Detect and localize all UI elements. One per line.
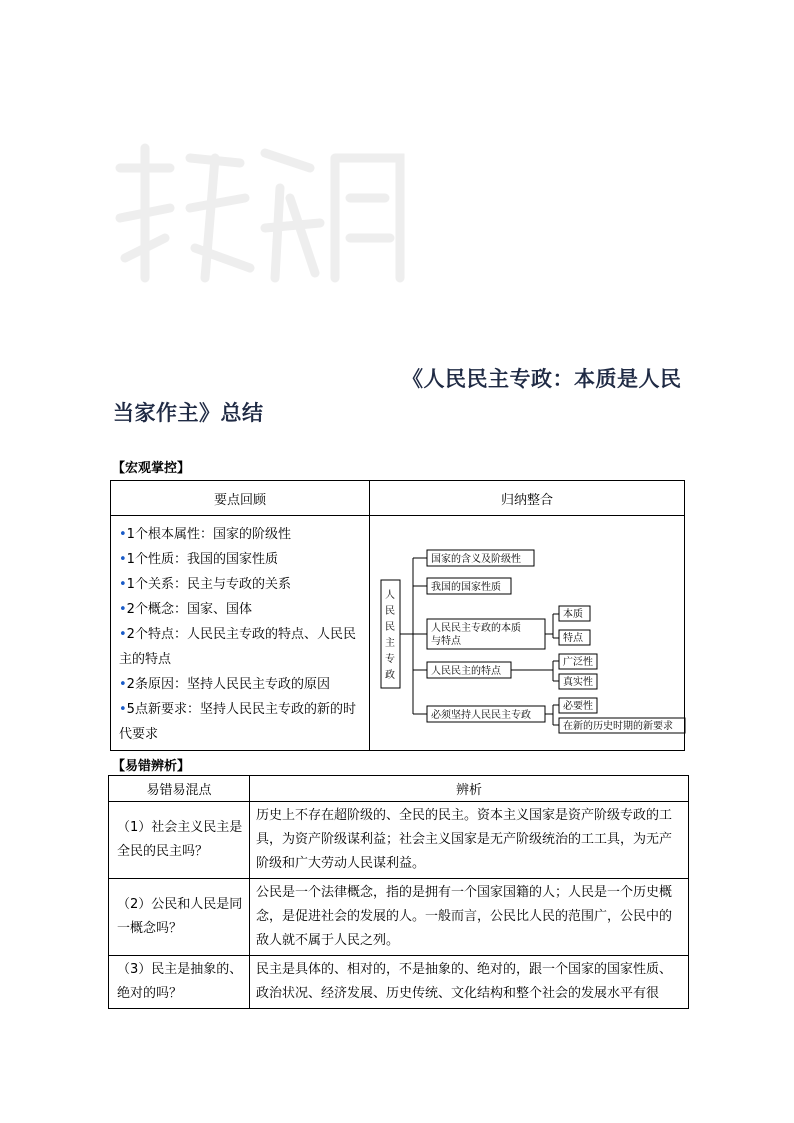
- bullet-icon: •: [119, 677, 127, 692]
- mindmap-root-char: 专: [385, 654, 395, 665]
- mindmap-root-char: 人: [385, 590, 395, 601]
- mindmap-leaf-label: 真实性: [563, 677, 593, 688]
- key-point-item: [119, 522, 363, 547]
- key-point-item: [119, 622, 363, 672]
- mindmap-branch-label: 国家的含义及阶级性: [431, 554, 521, 565]
- mindmap-root-char: 民: [385, 622, 395, 633]
- mindmap-branch-label: 人民民主专政的本质: [431, 623, 521, 634]
- bullet-icon: •: [119, 627, 127, 642]
- bullet-icon: •: [119, 702, 127, 717]
- bullet-icon: •: [119, 527, 127, 542]
- key-point-item: [119, 547, 363, 572]
- confusion-answer-3: 民主是具体的、相对的，不是抽象的、绝对的，跟一个国家的国家性质、政治状况、经济发展、历史传统、文化结构和整个社会的发展水平有很: [250, 956, 689, 1009]
- key-point-item: [119, 672, 363, 697]
- mindmap-root-char: 主: [385, 638, 395, 649]
- watermark-logo: [110, 138, 410, 288]
- confusion-col1-header: 易错易混点: [109, 776, 250, 802]
- mindmap-branch-label: 人民民主的特点: [431, 666, 501, 677]
- mindmap-leaf-label: 在新的历史时期的新要求: [563, 721, 673, 732]
- confusion-answer-1: 历史上不存在超阶级的、全民的民主。资本主义国家是资产阶级专政的工具，为资产阶级谋利益；社会主义国家是无产阶级统治的工工具，为无产阶级和广大劳动人民谋利益。: [250, 802, 689, 879]
- mindmap-root-char: 政: [385, 670, 395, 681]
- key-points-list: [119, 522, 363, 747]
- key-point-text: 5点新要求：坚持人民民主专政的新的时代要求: [119, 702, 356, 742]
- bullet-icon: •: [119, 552, 127, 567]
- mindmap-leaf-label: 必要性: [563, 701, 593, 712]
- key-point-text: 1个性质：我国的国家性质: [126, 552, 278, 567]
- section-heading-overview: 【宏观掌控】: [112, 461, 191, 476]
- document-title-line1: 《人民民主专政：本质是人民: [402, 367, 682, 391]
- key-point-item: [119, 697, 363, 747]
- overview-table: [110, 480, 685, 751]
- confusion-answer-2: 公民是一个法律概念，指的是拥有一个国家国籍的人；人民是一个历史概念，是促进社会的发展的人。一般而言，公民比人民的范围广，公民中的敌人就不属于人民之列。: [250, 879, 689, 956]
- mindmap-diagram: [370, 516, 698, 752]
- key-point-text: 1个关系：民主与专政的关系: [126, 577, 291, 592]
- mindmap-branch-label: 与特点: [431, 636, 461, 647]
- mindmap-leaf-label: 本质: [563, 609, 583, 620]
- overview-col2-header: 归纳整合: [370, 481, 685, 516]
- key-point-text: 1个根本属性：国家的阶级性: [126, 527, 291, 542]
- key-point-text: 2条原因：坚持人民民主专政的原因: [126, 677, 330, 692]
- document-title-line2: 当家作主》总结: [113, 401, 264, 425]
- bullet-icon: •: [119, 577, 127, 592]
- confusion-question-2: （2）公民和人民是同一概念吗？: [109, 879, 250, 956]
- mindmap-branch-label: 必须坚持人民民主专政: [431, 710, 531, 721]
- confusion-question-3: （3）民主是抽象的、绝对的吗？: [109, 956, 250, 1009]
- key-point-item: [119, 597, 363, 622]
- mindmap-leaf-label: 特点: [563, 633, 583, 644]
- key-points-cell: [111, 516, 370, 751]
- confusion-col2-header: 辨析: [250, 776, 689, 802]
- confusion-table: [108, 775, 689, 1009]
- mindmap-branch-label: 我国的国家性质: [431, 582, 501, 593]
- key-point-text: 2个特点：人民民主专政的特点、人民民主的特点: [119, 627, 356, 667]
- mindmap-root-char: 民: [385, 606, 395, 617]
- overview-col1-header: 要点回顾: [111, 481, 370, 516]
- mindmap-cell: [370, 516, 685, 751]
- section-heading-confusion: 【易错辨析】: [112, 759, 191, 774]
- key-point-text: 2个概念：国家、国体: [126, 602, 252, 617]
- confusion-question-1: （1）社会主义民主是全民的民主吗？: [109, 802, 250, 879]
- mindmap-leaf-label: 广泛性: [563, 657, 593, 668]
- bullet-icon: •: [119, 602, 127, 617]
- key-point-item: [119, 572, 363, 597]
